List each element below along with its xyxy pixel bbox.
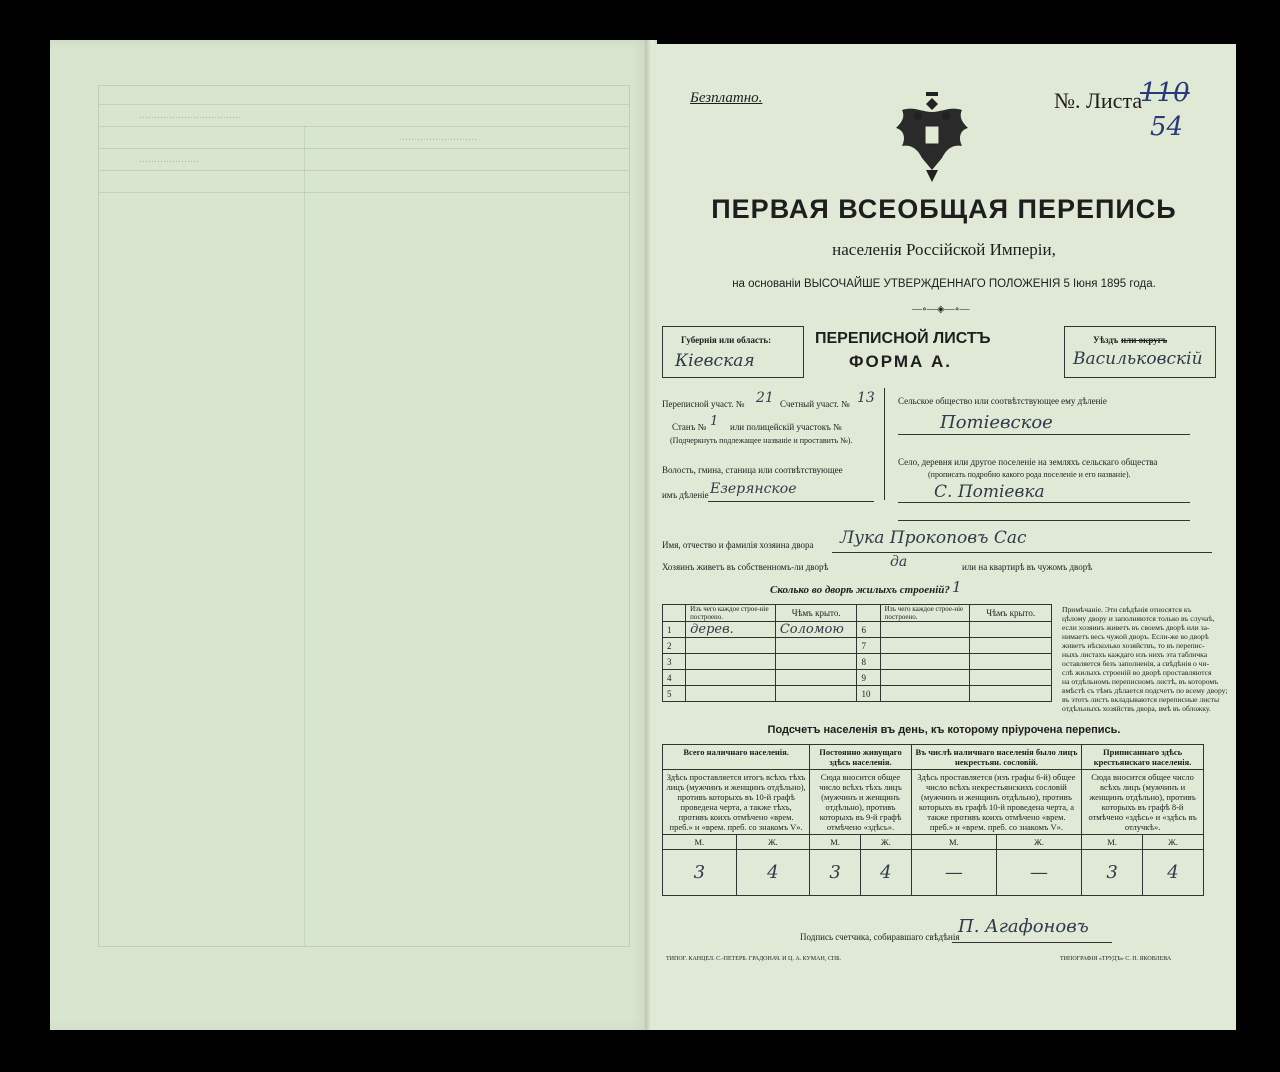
imprint-left: ТИПОГ. КАНЦЕЛ. С.-ПЕТЕРБ. ГРАДОНАЧ. И Ц. А. КУМАН, СПБ. [666,956,842,962]
stan-value: 1 [710,414,719,429]
table-row: 4 9 [663,670,1052,686]
buildings-label: Сколько во дворѣ жилыхъ строеній? [770,584,950,596]
count-section-title: Подсчетъ населенія въ день, къ которому пріурочена перепись. [767,724,1121,736]
other-yard-label: или на квартирѣ въ чужомъ дворѣ [962,562,1093,572]
count-section-label: Счетный участ. № [780,399,850,409]
sheet-no-label: №. Листа [1054,88,1143,113]
uezd-struck: или округъ [1121,335,1168,345]
imperial-eagle-emblem [892,88,972,188]
police-label: или полицейскій участокъ № [730,422,842,432]
uezd-box [1064,326,1216,378]
census-section-label: Переписной участ. № [662,399,745,409]
village-note: (прописать подробно какого рода поселеніе и его названіе). [928,470,1131,479]
census-form-page [652,44,1236,1030]
count-section-value: 13 [857,390,875,406]
stan-note: (Подчеркнуть подлежащее названіе и проставить №). [670,436,853,445]
owner-value: Лука Прокоповъ Сас [840,528,1027,548]
census-section-value: 21 [756,390,774,406]
field-divider [884,388,885,500]
left-page-blank [50,40,650,1030]
uezd-value: Васильковскій [1073,349,1203,369]
buildings-table [662,604,1052,702]
community-value: Потіевское [940,412,1053,433]
page-title: ПЕРВАЯ ВСЕОБЩАЯ ПЕРЕПИСЬ [711,194,1177,224]
signature-label: Подпись счетчика, собиравшаго свѣдѣнія [800,932,960,942]
table-row: 2 7 [663,638,1052,654]
gubernia-box [662,326,804,378]
gubernia-value: Кіевская [675,351,755,371]
ornament-divider: —∘—◈—∘— [912,304,970,315]
table-row: 3 8 [663,654,1052,670]
col-header-roof-2: Чѣмъ крыто. [970,605,1052,622]
village-label: Село, деревня или другое поселеніе на земляхъ сельскаго общества [898,457,1158,467]
sheet-type-label: ПЕРЕПИСНОЙ ЛИСТЪ [815,330,991,347]
count-values-row: 3 4 3 4 — — 3 4 [663,850,1204,896]
basis-line: на основаніи ВЫСОЧАЙШЕ УТВЕРЖДЕННАГО ПОЛОЖЕНІЯ 5 Іюня 1895 года. [732,278,1156,290]
buildings-value: 1 [952,578,962,596]
volost-label-2: имъ дѣленіе [662,490,709,500]
village-value: С. Потіевка [934,482,1045,502]
sheet-no-value: 54 [1150,112,1184,142]
signature-value: П. Агафоновъ [958,916,1089,937]
community-label: Сельское общество или соотвѣтствующее ему дѣленіе [898,396,1107,406]
page-subtitle: населенія Россійской Имперіи, [832,240,1056,259]
form-name-label: ФОРМА А. [849,352,953,371]
col-header-roof: Чѣмъ крыто. [775,605,857,622]
imprint-right: ТИПОГРАФІЯ «ТРУДЪ» С. П. ЯКОВЛЕВА [1060,956,1172,962]
table-row: 1 дерев. Соломою 6 [663,622,1052,638]
show-through-ghost: ‥‥‥‥‥‥‥‥‥‥‥‥‥‥‥‥‥ ‥‥‥‥‥‥‥‥‥‥ ‥‥‥‥‥‥‥‥‥‥‥‥‥ [98,85,630,947]
own-yard-label: Хозяинъ живетъ въ собственномъ-ли дворѣ [662,562,829,572]
uezd-label: Уѣздъ [1093,335,1119,345]
col-header-what-2: Изъ чего каждое строе-ніе построено. [880,605,970,622]
col-header-what: Изъ чего каждое строе-ніе построено. [686,605,776,622]
owner-label: Имя, отчество и фамилія хозяина двора [662,540,814,550]
stan-label: Станъ № [672,422,707,432]
note-block: Примѣчаніе. Эти свѣдѣнія относятся къ цѣлому двору и заполняются только въ случаѣ, если хозяинъ живетъ въ своемъ дворѣ или за- нимаетъ весь чужой дворъ. Если-же во дворѣ живетъ нѣсколько хозяйствъ, то въ перепис- ныхъ листахъ каждаго изъ нихъ эта табличка оставляется безъ заполненія, а свѣдѣнія о чи- слѣ жилыхъ строеній во дворѣ проставляются на отдѣльномъ переписномъ листѣ, въ которомъ вмѣстѣ съ тѣмъ дѣлается подсчетъ по всему двору; въ этотъ листъ вкладываются переписные листы отдѣльныхъ хозяйствъ двора, вмѣ въ обложку. [1062,605,1228,713]
volost-label-1: Волость, гмина, станица или соотвѣтствующее [662,465,843,475]
volost-value: Езерянское [710,481,797,497]
population-count-table: Всего наличнаго населенія. Постоянно живущаго здѣсь населенія. Въ числѣ наличнаго населенія было лицъ некрестьян. сословій. Приписаннаго здѣсь крестьянскаго населенія. Здѣсь проставляется итогъ всѣхъ тѣхъ лицъ (мужчинъ и женщинъ отдѣльно), противъ которыхъ въ 10-й графѣ проведена черта, а также тѣхъ, противъ коихъ отмѣчено «врем. преб.» и «врем. преб. со знакомъ V». Сюда вносится общее число всѣхъ тѣхъ лицъ (мужчинъ и женщинъ отдѣльно), противъ которыхъ въ 9-й графѣ отмѣчено «здѣсь». Здѣсь проставляется (изъ графы 6-й) общее число всѣхъ некрестьянскихъ сословій (мужчинъ и женщинъ отдѣльно), противъ которыхъ въ графѣ 10-й проведена черта, а также противъ коихъ отмѣчено «врем. преб.» и «врем. преб. со знакомъ V». Сюда вносится общее число всѣхъ лицъ (мужчинъ и женщинъ отдѣльно), противъ которыхъ въ графѣ 8-й отмѣчено «здѣсь» и «здѣсь въ отлучкѣ». М. Ж. М. Ж. М. Ж. М. Ж. 3 4 3 4 — — 3 4 [662,744,1204,896]
sheet-no-struck: 110 [1140,78,1190,108]
gubernia-label: Губернія или область: [681,335,772,345]
own-yard-value: да [890,554,908,570]
free-label: Безплатно. [690,90,763,106]
table-row: 5 10 [663,686,1052,702]
